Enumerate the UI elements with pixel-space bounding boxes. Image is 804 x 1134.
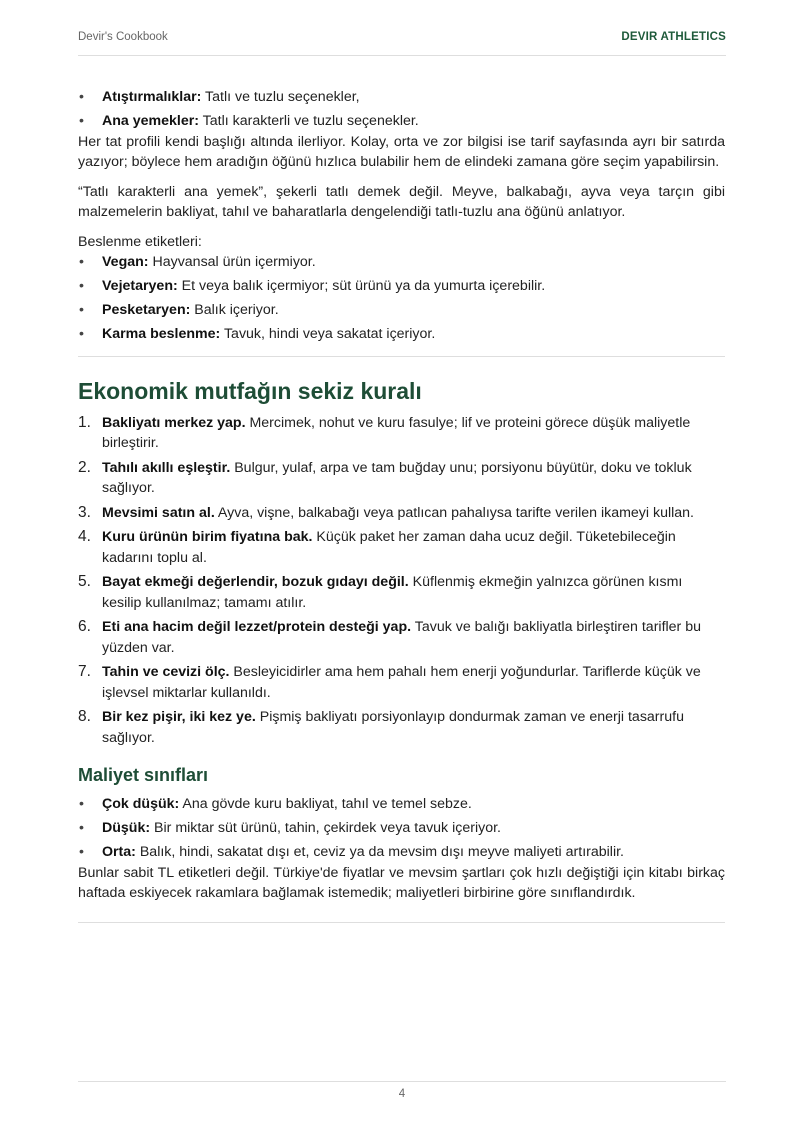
- item-number: 8.: [78, 708, 91, 725]
- item-text: Mercimek, nohut ve kuru fasulye; lif ve proteini görece düşük maliyetle birleştirir.: [102, 414, 691, 451]
- bullet-icon: •: [79, 278, 84, 294]
- item-term: Kuru ürünün birim fiyatına bak.: [102, 529, 313, 545]
- list-item: [78, 111, 725, 132]
- bullet-icon: •: [79, 89, 84, 105]
- bullet-icon: •: [79, 844, 84, 860]
- item-text: Pişmiş bakliyatı porsiyonlayıp dondurmak zaman ve enerji tasarrufu sağlıyor.: [102, 709, 684, 746]
- explanation-paragraph: “Tatlı karakterli ana yemek”, şekerli tatlı demek değil. Meyve, balkabağı, ayva veya tarçın gibi malzemelerin bakliyat, tahıl ve baharatlarla dengelendiği tatlı-tuzlu ana öğünü anlatıyor.: [78, 183, 725, 220]
- bullet-icon: •: [79, 796, 84, 812]
- item-term: Ana yemekler:: [102, 113, 199, 129]
- nutrition-intro: Beslenme etiketleri:: [78, 233, 202, 250]
- item-term: Düşük:: [102, 820, 151, 836]
- list-item: [78, 662, 725, 703]
- item-text: Balık içeriyor.: [190, 302, 279, 318]
- item-term: Pesketaryen:: [102, 302, 191, 318]
- page-footer: [78, 1081, 726, 1100]
- item-text: Tatlı ve tuzlu seçenekler,: [201, 89, 360, 105]
- item-number: 3.: [78, 503, 91, 521]
- cost-class-list: [78, 794, 725, 863]
- list-item: [78, 252, 725, 273]
- item-term: Bayat ekmeği değerlendir, bozuk gıdayı değil.: [102, 574, 409, 590]
- item-text: Hayvansal ürün içermiyor.: [148, 254, 316, 270]
- list-item: [78, 842, 725, 863]
- list-item: [78, 458, 725, 499]
- item-text: Küçük paket her zaman daha ucuz değil. Tüketebileceğin kadarını toplu al.: [102, 529, 676, 566]
- intro-paragraph: Her tat profili kendi başlığı altında ilerliyor. Kolay, orta ve zor bilgisi ise tarif sayfasında ayrı bir satırda yazıyor; böylece hem aradığın öğünü hızlıca bulabilir hem de elindeki zamana göre seçim yapabilirsin.: [78, 133, 725, 170]
- item-text: Bir miktar süt ürünü, tahin, çekirdek veya tavuk içeriyor.: [150, 820, 501, 836]
- section-divider: [78, 356, 725, 357]
- item-text: Tavuk, hindi veya sakatat içeriyor.: [220, 326, 436, 342]
- list-item: [78, 413, 725, 454]
- item-number: 4.: [78, 528, 91, 545]
- bullet-icon: •: [79, 254, 84, 270]
- list-item: [78, 617, 725, 658]
- item-term: Atıştırmalıklar:: [102, 89, 202, 105]
- item-text: Tavuk ve balığı bakliyatla birleştiren tarifler bu yüzden var.: [102, 619, 701, 656]
- list-item: [78, 87, 725, 108]
- item-text: Balık, hindi, sakatat dışı et, ceviz ya da mevsim dışı meyve maliyeti artırabilir.: [135, 844, 624, 860]
- rules-list: [78, 413, 725, 749]
- list-item: [78, 794, 725, 815]
- item-number: 2.: [78, 458, 91, 476]
- item-term: Bir kez pişir, iki kez ye.: [102, 709, 256, 725]
- cost-heading: Maliyet sınıfları: [78, 765, 209, 785]
- item-term: Çok düşük:: [102, 796, 180, 812]
- item-text: Ana gövde kuru bakliyat, tahıl ve temel sebze.: [179, 796, 472, 812]
- item-number: 5.: [78, 573, 91, 590]
- list-item: [78, 572, 725, 613]
- list-item: [78, 324, 725, 345]
- bullet-icon: •: [79, 326, 84, 342]
- item-number: 6.: [78, 618, 91, 635]
- list-item: [78, 276, 725, 297]
- section-divider: [78, 922, 725, 923]
- meal-type-list: [78, 87, 725, 132]
- item-text: Bulgur, yulaf, arpa ve tam buğday unu; porsiyonu büyütür, doku ve tokluk sağlıyor.: [102, 459, 692, 496]
- item-term: Mevsimi satın al.: [102, 504, 215, 521]
- item-text: Besleyicidirler ama hem pahalı hem enerji yoğundurlar. Tariflerde küçük ve işlevsel miktarlar kullanıldı.: [102, 664, 701, 701]
- page-header: [78, 31, 726, 56]
- nutrition-label-list: [78, 252, 725, 345]
- item-term: Tahılı akıllı eşleştir.: [102, 459, 231, 476]
- item-term: Bakliyatı merkez yap.: [102, 414, 246, 431]
- bullet-icon: •: [79, 820, 84, 836]
- item-text: Tatlı karakterli ve tuzlu seçenekler.: [199, 113, 419, 129]
- rules-heading: Ekonomik mutfağın sekiz kuralı: [78, 377, 422, 404]
- list-item: [78, 707, 725, 748]
- brand-name: DEVIR ATHLETICS: [621, 31, 726, 43]
- item-term: Tahin ve cevizi ölç.: [102, 664, 230, 680]
- list-item: [78, 818, 725, 839]
- list-item: [78, 300, 725, 321]
- item-text: Et veya balık içermiyor; süt ürünü ya da yumurta içerebilir.: [177, 278, 546, 294]
- item-number: 1.: [78, 413, 91, 431]
- cost-note-paragraph: Bunlar sabit TL etiketleri değil. Türkiye'de fiyatlar ve mevsim şartları çok hızlı değiştiği için kitabı birkaç haftada eskiyecek rakamlara bağlamak istemedik; maliyetleri birbirine göre sınıflandırdık.: [78, 864, 725, 901]
- item-term: Orta:: [102, 844, 136, 860]
- item-term: Eti ana hacim değil lezzet/protein desteği yap.: [102, 619, 412, 635]
- book-title: Devir's Cookbook: [78, 31, 168, 43]
- page-content: [78, 87, 725, 923]
- item-term: Vegan:: [102, 254, 149, 270]
- item-term: Karma beslenme:: [102, 326, 221, 342]
- bullet-icon: •: [79, 302, 84, 318]
- item-number: 7.: [78, 663, 91, 680]
- list-item: [78, 503, 725, 524]
- list-item: [78, 527, 725, 568]
- item-text: Küflenmiş ekmeğin yalnızca görünen kısmı kesilip kullanılmaz; tamamı atılır.: [102, 574, 683, 611]
- item-term: Vejetaryen:: [102, 278, 178, 294]
- bullet-icon: •: [79, 113, 84, 129]
- item-text: Ayva, vişne, balkabağı veya patlıcan pahalıysa tarifte verilen ikameyi kullan.: [214, 504, 694, 521]
- page-number: 4: [398, 1088, 406, 1100]
